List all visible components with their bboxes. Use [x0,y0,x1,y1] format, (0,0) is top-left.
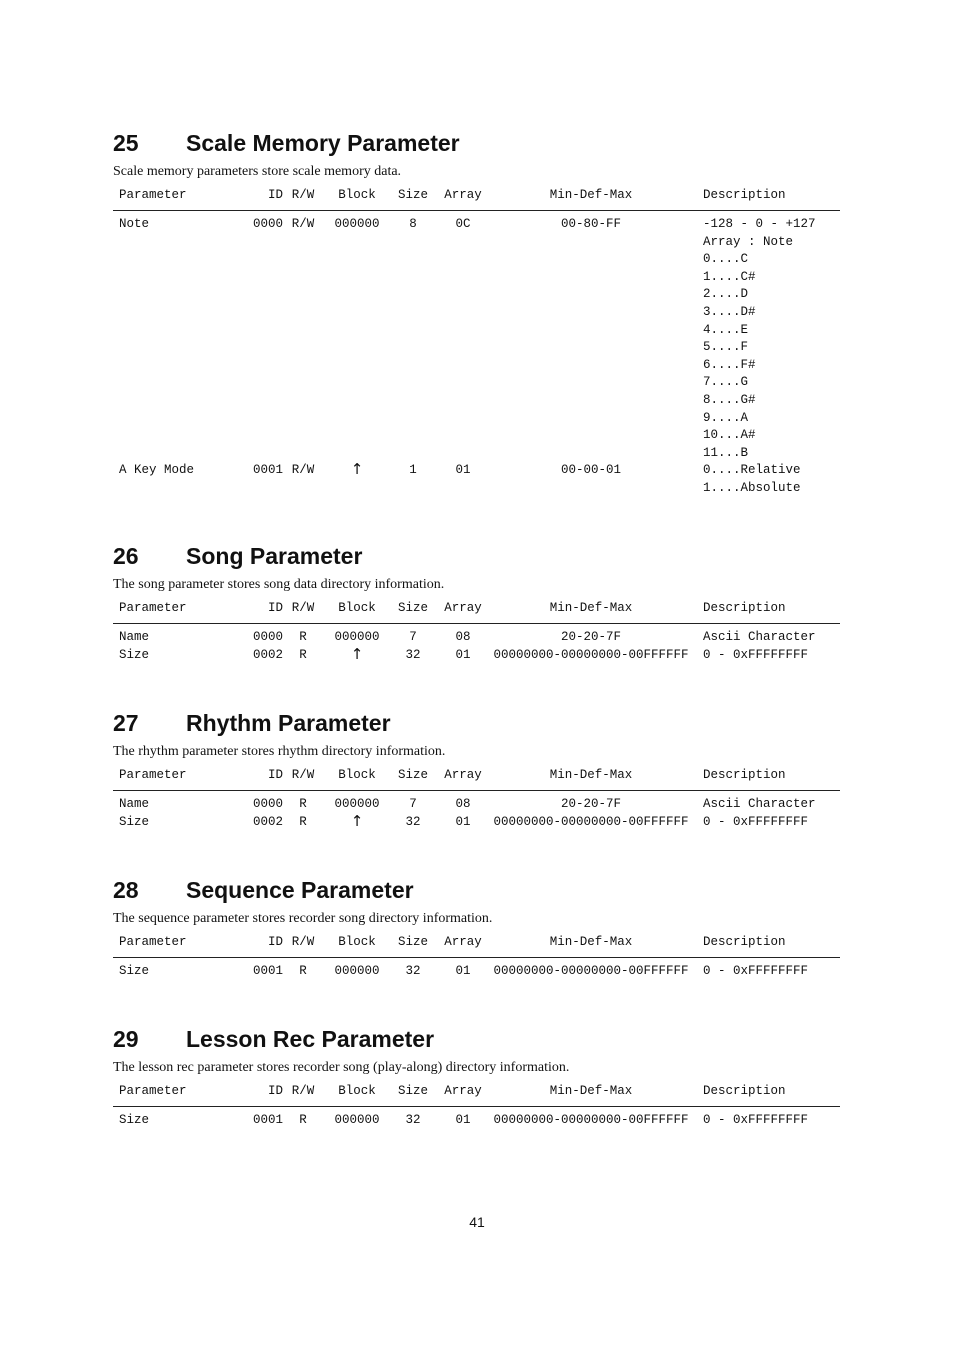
column-header-id: ID [239,187,283,211]
parameter-table [113,767,840,832]
section-number: 28 [113,877,139,903]
description-line: 9....A [703,410,749,425]
table-row [113,647,840,666]
block-ditto-mark [323,644,391,666]
parameter-table [113,600,840,665]
section-heading [113,875,840,905]
cell-parameter: Note [119,217,150,231]
column-header-array: Array [435,767,491,791]
section-title: Lesson Rec Parameter [186,1026,435,1052]
cell-block: 000000 [334,964,380,978]
cell-id: 0002 [252,814,283,829]
column-header-rw: R/W [283,1083,323,1107]
cell-min-def-max: 20-20-7F [560,630,621,644]
cell-parameter: Name [119,630,150,644]
cell-array: 01 [455,814,471,829]
ditto-arrow-icon: ↑ [350,644,364,663]
cell-block: 000000 [334,797,380,811]
column-header-size: Size [391,1083,435,1107]
cell-description [691,647,840,666]
table-row [113,958,840,981]
column-header-block: Block [323,934,391,958]
section-28 [113,875,840,981]
section-title: Scale Memory Parameter [186,130,460,156]
column-header-id: ID [239,934,283,958]
cell-size: 32 [405,647,421,662]
cell-description [691,791,840,814]
cell-rw: R/W [291,217,315,231]
cell-parameter: Size [119,814,150,829]
table-header-row [113,1083,840,1107]
section-29 [113,1024,840,1130]
cell-min-def-max: 00000000-00000000-00FFFFFF [493,964,689,978]
section-intro: The song parameter stores song data directory information. [113,577,445,592]
description-line: Ascii Character [703,797,816,811]
description-line: Ascii Character [703,630,816,644]
block-ditto-mark [323,811,391,833]
description-line: 1....C# [703,269,756,284]
column-header-parameter: Parameter [113,187,239,211]
description-line: 1....Absolute [703,480,801,495]
table-header-row [113,187,840,211]
table-header-row [113,767,840,791]
column-header-id: ID [239,600,283,624]
cell-id: 0000 [252,630,283,644]
cell-array: 0C [455,217,471,231]
cell-description [691,1107,840,1130]
description-line: 0 - 0xFFFFFFFF [703,964,809,978]
column-header-min-def-max: Min-Def-Max [491,934,691,958]
cell-array: 08 [455,797,471,811]
column-header-rw: R/W [283,767,323,791]
cell-description [691,958,840,981]
column-header-description: Description [691,1083,840,1107]
column-header-parameter: Parameter [113,1083,239,1107]
section-title: Rhythm Parameter [186,710,391,736]
section-25 [113,128,840,498]
description-line: Array : Note [703,234,794,249]
column-header-size: Size [391,767,435,791]
table-row [113,624,840,647]
column-header-min-def-max: Min-Def-Max [491,187,691,211]
cell-min-def-max: 00-80-FF [560,217,621,231]
block-ditto-mark [323,462,391,497]
cell-id: 0001 [252,964,283,978]
cell-size: 32 [405,964,421,978]
column-header-min-def-max: Min-Def-Max [491,1083,691,1107]
section-number: 27 [113,710,139,736]
page-number: 41 [469,1214,485,1230]
cell-block: 000000 [334,630,380,644]
description-line: 4....E [703,322,749,337]
table-row [113,791,840,814]
cell-min-def-max: 00000000-00000000-00FFFFFF [493,814,689,829]
column-header-description: Description [691,600,840,624]
section-number: 26 [113,543,139,569]
cell-array: 01 [455,647,471,662]
cell-rw: R/W [291,463,315,478]
column-header-array: Array [435,934,491,958]
column-header-description: Description [691,934,840,958]
cell-parameter: A Key Mode [119,463,195,478]
column-header-rw: R/W [283,187,323,211]
section-27 [113,708,840,832]
column-header-min-def-max: Min-Def-Max [491,600,691,624]
cell-array: 01 [455,463,471,478]
column-header-id: ID [239,1083,283,1107]
section-intro: Scale memory parameters store scale memory data. [113,164,402,179]
cell-rw: R [299,630,307,644]
section-intro: The rhythm parameter stores rhythm directory information. [113,744,446,759]
description-line: 0 - 0xFFFFFFFF [703,647,809,662]
cell-array: 01 [455,1113,471,1127]
column-header-parameter: Parameter [113,767,239,791]
section-heading [113,1024,840,1054]
column-header-size: Size [391,600,435,624]
ditto-arrow-icon: ↑ [350,460,364,479]
cell-size: 1 [409,463,417,478]
ditto-arrow-icon: ↑ [350,811,364,830]
table-header-row [113,600,840,624]
section-number: 29 [113,1026,139,1052]
cell-size: 32 [405,814,421,829]
cell-size: 8 [409,217,417,231]
cell-size: 7 [409,797,417,811]
description-line: -128 - 0 - +127 [703,217,816,231]
section-26 [113,541,840,665]
description-line: 0 - 0xFFFFFFFF [703,814,809,829]
column-header-min-def-max: Min-Def-Max [491,767,691,791]
column-header-id: ID [239,767,283,791]
cell-description [691,462,840,497]
cell-description [691,814,840,833]
parameter-table [113,187,840,498]
parameter-table [113,934,840,981]
cell-description [691,624,840,647]
cell-size: 32 [405,1113,421,1127]
cell-min-def-max: 00-00-01 [560,463,621,478]
column-header-parameter: Parameter [113,934,239,958]
cell-parameter: Name [119,797,150,811]
description-line: 2....D [703,287,749,302]
column-header-rw: R/W [283,600,323,624]
table-row [113,1107,840,1130]
cell-rw: R [299,647,307,662]
description-line: 7....G [703,375,749,390]
cell-block: 000000 [334,217,380,231]
cell-id: 0001 [252,1113,283,1127]
section-heading [113,541,840,571]
column-header-block: Block [323,600,391,624]
description-line: 3....D# [703,304,756,319]
section-heading [113,708,840,738]
column-header-block: Block [323,1083,391,1107]
column-header-parameter: Parameter [113,600,239,624]
cell-block: 000000 [334,1113,380,1127]
column-header-array: Array [435,1083,491,1107]
cell-rw: R [299,964,307,978]
description-line: 0....Relative [703,463,801,478]
cell-parameter: Size [119,964,150,978]
column-header-rw: R/W [283,934,323,958]
description-line: 0....C [703,252,749,267]
section-intro: The sequence parameter stores recorder song directory information. [113,911,493,926]
cell-id: 0000 [252,797,283,811]
cell-description [691,211,840,463]
cell-min-def-max: 00000000-00000000-00FFFFFF [493,647,689,662]
description-line: 11...B [703,445,749,460]
table-row [113,462,840,497]
description-line: 6....F# [703,357,756,372]
section-title: Song Parameter [186,543,363,569]
section-intro: The lesson rec parameter stores recorder song (play-along) directory information. [113,1060,570,1075]
column-header-size: Size [391,187,435,211]
description-line: 10...A# [703,428,756,443]
cell-array: 08 [455,630,471,644]
column-header-size: Size [391,934,435,958]
section-number: 25 [113,130,139,156]
description-line: 0 - 0xFFFFFFFF [703,1113,809,1127]
table-row [113,211,840,463]
cell-min-def-max: 20-20-7F [560,797,621,811]
cell-id: 0000 [252,217,283,231]
cell-rw: R [299,1113,307,1127]
column-header-array: Array [435,187,491,211]
column-header-block: Block [323,767,391,791]
table-header-row [113,934,840,958]
description-line: 8....G# [703,392,756,407]
section-heading [113,128,840,158]
description-line: 5....F [703,340,749,355]
table-row [113,814,840,833]
cell-id: 0001 [252,463,283,478]
cell-parameter: Size [119,1113,150,1127]
column-header-description: Description [691,187,840,211]
column-header-array: Array [435,600,491,624]
column-header-block: Block [323,187,391,211]
cell-parameter: Size [119,647,150,662]
cell-min-def-max: 00000000-00000000-00FFFFFF [493,1113,689,1127]
cell-rw: R [299,797,307,811]
cell-rw: R [299,814,307,829]
cell-id: 0002 [252,647,283,662]
cell-size: 7 [409,630,417,644]
section-title: Sequence Parameter [186,877,414,903]
cell-array: 01 [455,964,471,978]
parameter-table [113,1083,840,1130]
column-header-description: Description [691,767,840,791]
